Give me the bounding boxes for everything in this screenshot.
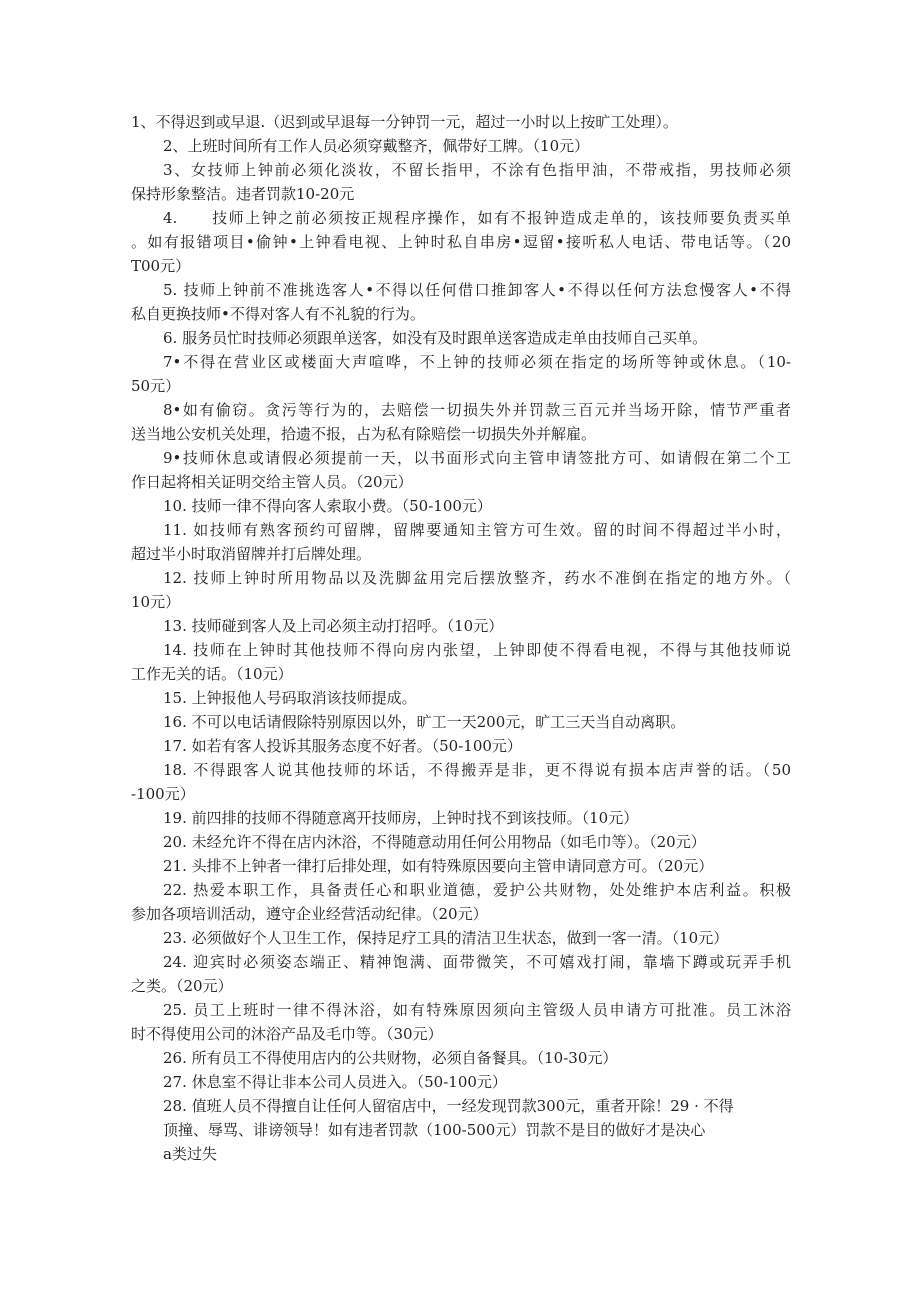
- paragraph-line: 21. 头排不上钟者一律打后排处理，如有特殊原因要向主管申请同意方可。（20元）: [163, 857, 714, 875]
- paragraph-line: 18. 不得跟客人说其他技师的坏话，不得搬弄是非，更不得说有损本店声誉的话。（50: [163, 761, 791, 779]
- paragraph-line: 24. 迎宾时必须姿态端正、精神饱满、面带微笑，不可嬉戏打闹，靠墙下蹲或玩弄手机: [163, 953, 791, 971]
- paragraph-line: 17. 如若有客人投诉其服务态度不好者。（50-100元）: [163, 737, 522, 755]
- paragraph-line: 作日起将相关证明交给主管人员。（20元）: [131, 473, 413, 491]
- paragraph-line: 10. 技师一律不得向客人索取小费。（50-100元）: [163, 497, 492, 515]
- paragraph-line: 时不得使用公司的沐浴产品及毛巾等。（30元）: [131, 1025, 443, 1043]
- paragraph-line: 7•不得在营业区或楼面大声喧哗，不上钟的技师必须在指定的场所等钟或休息。（10-: [163, 353, 791, 371]
- paragraph-line: 12. 技师上钟时所用物品以及洗脚盆用完后摆放整齐，药水不准倒在指定的地方外。（: [163, 569, 791, 587]
- rule-paragraph: [131, 614, 791, 638]
- paragraph-line: 2、上班时间所有工作人员必须穿戴整齐，佩带好工牌。（10元）: [163, 137, 590, 155]
- paragraph-line: 13. 技师碰到客人及上司必须主动打招呼。（10元）: [163, 617, 504, 635]
- document-body: [131, 110, 791, 1166]
- rule-paragraph: [131, 638, 791, 686]
- paragraph-line: T00元）: [131, 257, 191, 275]
- rule-paragraph: [131, 206, 791, 278]
- paragraph-line: 8•如有偷窃。贪污等行为的，去赔偿一切损失外并罚款三百元并当场开除，情节严重者: [163, 401, 791, 419]
- rule-paragraph: [131, 830, 791, 854]
- paragraph-line: 15. 上钟报他人号码取消该技师提成。: [163, 689, 417, 707]
- rule-paragraph: [131, 926, 791, 950]
- rule-paragraph: [131, 1046, 791, 1070]
- paragraph-line: 9•技师休息或请假必须提前一天，以书面形式向主管申请签批方可、如请假在第二个工: [163, 449, 791, 467]
- paragraph-line: 28. 值班人员不得擅自让任何人留宿店中，一经发现罚款300元，重者开除！29 · 不得: [163, 1097, 734, 1115]
- paragraph-line: 超过半小时取消留牌并打后牌处理。: [131, 545, 372, 563]
- rule-paragraph: [131, 518, 791, 566]
- paragraph-line: 11. 如技师有熟客预约可留牌，留牌要通知主管方可生效。留的时间不得超过半小时，: [163, 521, 791, 539]
- rule-paragraph: [131, 134, 791, 158]
- rule-paragraph: [131, 398, 791, 446]
- rule-paragraph: [131, 806, 791, 830]
- paragraph-line: -100元）: [131, 785, 195, 803]
- rule-paragraph: [131, 854, 791, 878]
- paragraph-line: 。如有报错项目•偷钟•上钟看电视、上钟时私自串房•逗留•接听私人电话、带电话等。（20: [131, 233, 791, 251]
- rule-paragraph: [131, 758, 791, 806]
- rule-paragraph: [131, 278, 791, 326]
- paragraph-line: 私自更换技师•不得对客人有不礼貌的行为。: [131, 305, 425, 323]
- paragraph-line: 27. 休息室不得让非本公司人员进入。（50-100元）: [163, 1073, 507, 1091]
- paragraph-line: 14. 技师在上钟时其他技师不得向房内张望，上钟即使不得看电视，不得与其他技师说: [163, 641, 791, 659]
- rule-paragraph: [131, 566, 791, 614]
- paragraph-line: a类过失: [163, 1145, 217, 1163]
- paragraph-line: 参加各项培训活动，遵守企业经营活动纪律。（20元）: [131, 905, 488, 923]
- rule-paragraph: [131, 950, 791, 998]
- rule-paragraph: [131, 710, 791, 734]
- rule-paragraph: [131, 110, 791, 134]
- rule-paragraph: [131, 1070, 791, 1094]
- paragraph-line: 26. 所有员工不得使用店内的公共财物，必须自备餐具。（10-30元）: [163, 1049, 618, 1067]
- paragraph-line: 16. 不可以电话请假除特别原因以外，旷工一天200元，旷工三天当自动离职。: [163, 713, 686, 731]
- paragraph-line: 1、不得迟到或早退.（迟到或早退每一分钟罚一元，超过一小时以上按旷工处理）。: [131, 113, 678, 131]
- paragraph-line: 25. 员工上班时一律不得沐浴，如有特殊原因须向主管级人员申请方可批准。员工沐浴: [163, 1001, 791, 1019]
- paragraph-line: 保持形象整洁。违者罚款10-20元: [131, 185, 355, 203]
- paragraph-line: 19. 前四排的技师不得随意离开技师房，上钟时找不到该技师。（10元）: [163, 809, 639, 827]
- paragraph-line: 22. 热爱本职工作，具备责任心和职业道德，爱护公共财物，处处维护本店利益。积极: [163, 881, 791, 899]
- rule-paragraph: [131, 494, 791, 518]
- rule-paragraph: [131, 686, 791, 710]
- paragraph-line: 送当地公安机关处理，拾遗不报，占为私有除赔偿一切损失外并解雇。: [131, 425, 597, 443]
- paragraph-line: 之类。（20元）: [131, 977, 233, 995]
- paragraph-line: 50元）: [131, 377, 181, 395]
- rule-paragraph: [131, 446, 791, 494]
- rule-paragraph: [131, 1094, 791, 1118]
- paragraph-line: 3、女技师上钟前必须化淡妆，不留长指甲，不涂有色指甲油，不带戒指，男技师必须: [163, 161, 791, 179]
- rule-paragraph: [131, 350, 791, 398]
- rule-paragraph: [131, 326, 791, 350]
- rule-paragraph: [131, 998, 791, 1046]
- paragraph-line: 工作无关的话。（10元）: [131, 665, 293, 683]
- rule-paragraph: [131, 1118, 791, 1142]
- paragraph-line: 10元）: [131, 593, 181, 611]
- paragraph-line: 6. 服务员忙时技师必须跟单送客，如没有及时跟单送客造成走单由技师自己买单。: [163, 329, 708, 347]
- rule-paragraph: [131, 158, 791, 206]
- paragraph-line: 20. 未经允许不得在店内沐浴，不得随意动用任何公用物品（如毛巾等）。（20元）: [163, 833, 706, 851]
- paragraph-line: 23. 必须做好个人卫生工作，保持足疗工具的清洁卫生状态，做到一客一清。（10元）: [163, 929, 729, 947]
- paragraph-line: 4. 技师上钟之前必须按正规程序操作，如有不报钟造成走单的，该技师要负责买单: [163, 209, 791, 227]
- rule-paragraph: [131, 1142, 791, 1166]
- rule-paragraph: [131, 734, 791, 758]
- paragraph-line: 顶撞、辱骂、诽谤领导！如有违者罚款（100-500元）罚款不是目的做好才是决心: [163, 1121, 706, 1139]
- paragraph-line: 5. 技师上钟前不准挑选客人•不得以任何借口推卸客人•不得以任何方法怠慢客人•不得: [163, 281, 791, 299]
- rule-paragraph: [131, 878, 791, 926]
